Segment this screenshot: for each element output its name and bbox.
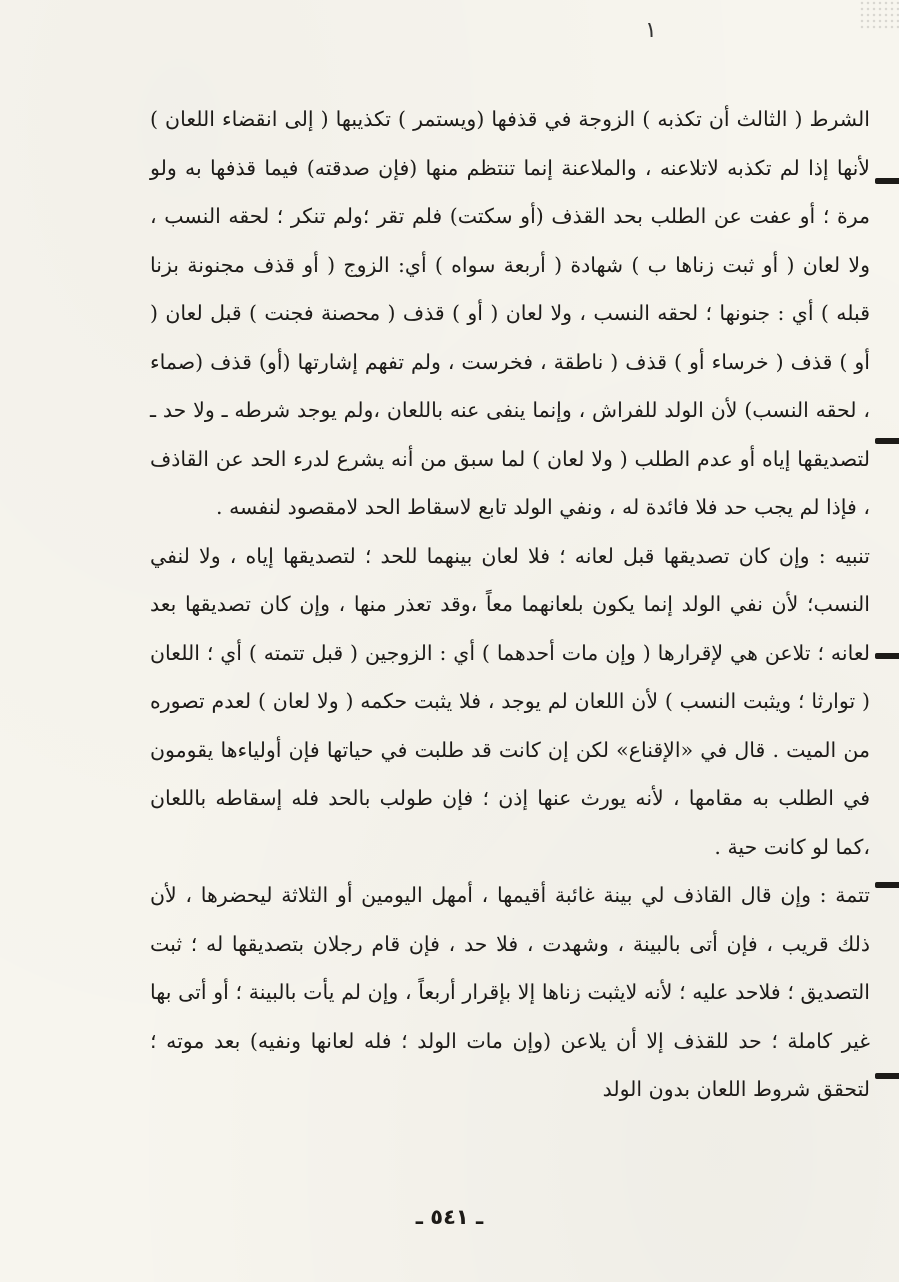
margin-mark [875, 178, 899, 184]
margin-mark [875, 438, 899, 444]
margin-mark [875, 653, 899, 659]
paragraph-note: تنبيه : وإن كان تصديقها قبل لعانه ؛ فلا لعان بينهما للحد ؛ لتصديقها إياه ، ولا لنفي النسب؛ لأن نفي الولد إنما يكون بلعانهما معاً ،وقد تعذر منها ، وإن كان تصديقها بعد لعانه ؛ تلاعن هي لإقرارها ( وإن مات أحدهما ) أي : الزوجين ( قبل تتمته ) أي ؛ اللعان ( توارثا ؛ ويثبت النسب ) لأن اللعان لم يوجد ، فلا يثبت حكمه ( ولا لعان ) لعدم تصوره من الميت . قال في «الإقناع» لكن إن كانت قد طلبت في حياتها فإن أولياءها يقومون في الطلب به مقامها ، لأنه يورث عنها إذن ؛ فإن طولب بالحد فله إسقاطه باللعان ،كما لو كانت حية . [150, 543, 870, 859]
header-mark: ١ [645, 18, 657, 43]
body-text [150, 95, 870, 1114]
paragraph-condition: الشرط ( الثالث أن تكذبه ) الزوجة في قذفها (ويستمر ) تكذيبها ( إلى انقضاء اللعان ) لأنها إذا لم تكذبه لاتلاعنه ، والملاعنة إنما تنتظم منها (فإن صدقته) فيما قذفها به ولو مرة ؛ أو عفت عن الطلب بحد القذف (أو سكتت) فلم تقر ؛ولم تنكر ؛ لحقه النسب ، ولا لعان ( أو ثبت زناها ب ) شهادة ( أربعة سواه ) أي: الزوج ( أو قذف مجنونة بزنا قبله ) أي : جنونها ؛ لحقه النسب ، ولا لعان ( أو ) قذف ( محصنة فجنت ) قبل لعان ( أو ) قذف ( خرساء أو ) قذف ( ناطقة ، فخرست ، ولم تفهم إشارتها (أو) قذف (صماء ، لحقه النسب) لأن الولد للفراش ، وإنما ينفى عنه باللعان ،ولم يوجد شرطه ـ ولا حد ـ لتصديقها إياه أو عدم الطلب ( ولا لعان ) لما سبق من أنه يشرع لدرء الحد عن القاذف ، فإذا لم يجب حد فلا فائدة له ، ونفي الولد تابع لاسقاط الحد لامقصود لنفسه . [150, 107, 870, 519]
margin-mark [875, 1073, 899, 1079]
margin-mark [875, 882, 899, 888]
paragraph-supplement: تتمة : وإن قال القاذف لي بينة غائبة أقيمها ، أمهل اليومين أو الثلاثة ليحضرها ، لأن ذلك قريب ، فإن أتى بالبينة ، وشهدت ، فلا حد ، فإن قام رجلان بتصديقها له ؛ ثبت التصديق ؛ فلاحد عليه ؛ لأنه لايثبت زناها إلا بإقرار أربعاً ، وإن لم يأت بالبينة ؛ أو أتى بها غير كاملة ؛ حد للقذف إلا أن يلاعن (وإن مات الولد ؛ فله لعانها ونفيه) بعد موته ؛ لتحقق شروط اللعان بدون الولد [150, 883, 870, 1101]
page-number: ـ ٥٤١ ـ [415, 1205, 484, 1229]
scan-noise [859, 0, 899, 30]
